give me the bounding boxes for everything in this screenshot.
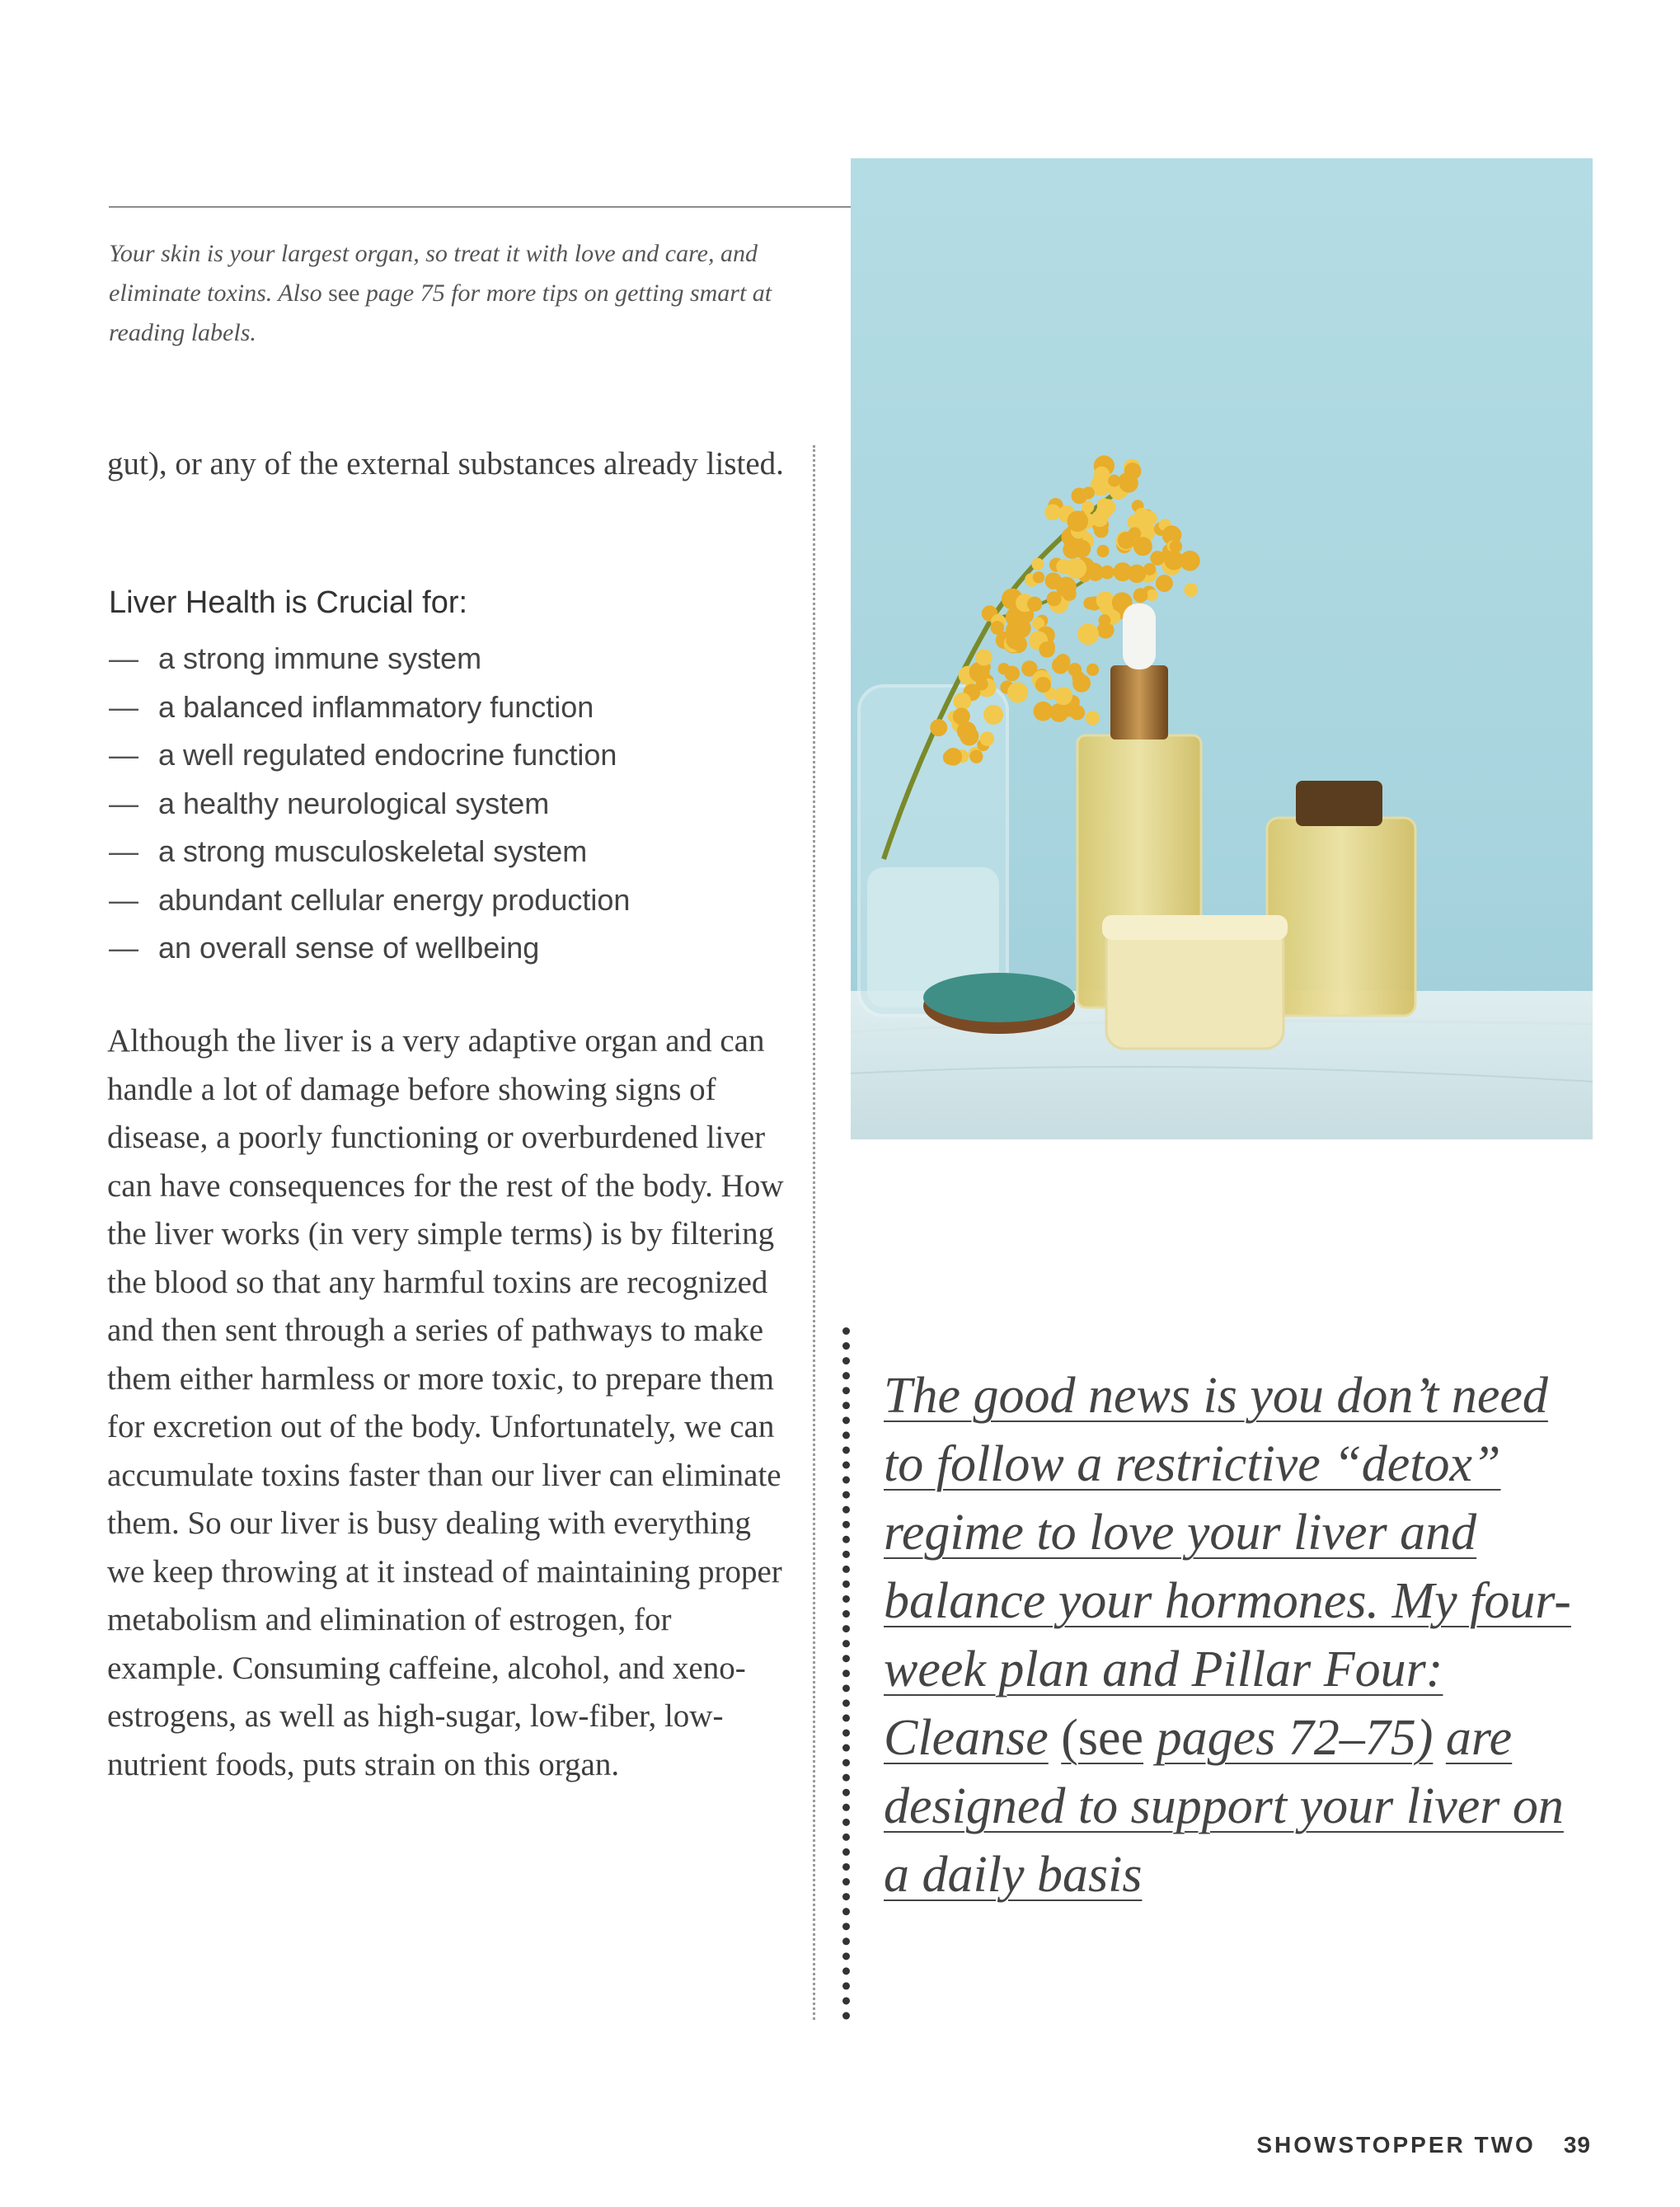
dash-icon: —: [109, 882, 138, 917]
list-item: [109, 635, 630, 683]
list-item: [109, 828, 630, 876]
mimosa-blossom: [1096, 591, 1115, 609]
caption-see: see: [328, 279, 360, 307]
product-photo: [851, 158, 1593, 1139]
list-item: [109, 876, 630, 925]
mimosa-blossom: [1184, 583, 1198, 597]
pullquote-text-2: are designed to support your liver on a daily basis: [884, 1710, 1564, 1903]
list-item-text: a strong immune system: [158, 641, 482, 675]
pullquote-text-1: The good news is you don’t need to follow a restrictive “detox” regime to love your liver and balance your hormones. My four-week plan and Pillar Four: Cleanse: [884, 1368, 1571, 1766]
mimosa-blossom: [1108, 475, 1120, 487]
list-item-text: abundant cellular energy production: [158, 882, 631, 917]
mimosa-blossom: [1164, 551, 1184, 571]
mimosa-blossom: [954, 693, 971, 710]
mimosa-blossom: [1097, 498, 1111, 512]
mimosa-blossom: [1086, 711, 1100, 725]
mimosa-blossom: [1094, 467, 1110, 482]
mimosa-blossom: [1156, 575, 1173, 592]
mimosa-blossom: [1077, 623, 1099, 645]
dash-icon: —: [109, 931, 138, 965]
dash-icon: —: [109, 689, 138, 724]
mimosa-blossom: [1086, 664, 1099, 676]
mimosa-blossom: [1031, 558, 1044, 571]
mimosa-blossom: [944, 748, 962, 766]
mimosa-blossom: [1150, 551, 1165, 566]
pull-quote: [884, 1362, 1593, 1909]
mimosa-blossom: [1044, 504, 1061, 520]
list-item: [109, 731, 630, 780]
mimosa-blossom: [1083, 597, 1096, 609]
list-item-text: a well regulated endocrine function: [158, 738, 617, 772]
mimosa-blossom: [1068, 510, 1089, 532]
page-footer: [1256, 2132, 1591, 2158]
dash-icon: —: [109, 738, 138, 772]
mimosa-blossom: [1039, 641, 1055, 658]
mimosa-blossom: [1034, 702, 1054, 721]
mimosa-blossom: [1035, 677, 1051, 693]
dash-icon: —: [109, 834, 138, 868]
mimosa-blossom: [1133, 588, 1148, 603]
mimosa-blossom: [1055, 654, 1070, 669]
dash-icon: —: [109, 786, 138, 820]
mimosa-blossom: [1004, 666, 1020, 682]
list-item: [109, 780, 630, 829]
mimosa-blossom: [930, 719, 947, 736]
page-number: 39: [1563, 2132, 1591, 2158]
mimosa-blossom: [1147, 589, 1158, 601]
top-rule: [109, 206, 851, 208]
list-item: [109, 683, 630, 732]
mimosa-blossom: [1119, 474, 1138, 493]
mimosa-blossom: [1133, 537, 1152, 556]
liver-benefits-list: [109, 635, 630, 973]
mimosa-blossom: [976, 678, 988, 690]
caption-text-1: Your skin is your largest organ, so treat it with love and care, and eliminate toxins. Also: [109, 240, 758, 307]
mimosa-blossom: [1098, 614, 1110, 627]
column-divider: [813, 445, 815, 2020]
mimosa-blossom: [1166, 528, 1181, 542]
mimosa-blossom: [1007, 682, 1028, 702]
pullquote-pages: pages 72–75): [1156, 1710, 1434, 1766]
paragraph-2: Although the liver is a very adaptive organ and can handle a lot of damage before showing signs of disease, a poorly functioning or overburdened liver can have consequences for the rest of the body. How the liver works (in very simple terms) is by filtering the blood so that any harmful toxins are recognized and then sent through a series of pathways to make them either harmless or more toxic, to prepare them for excretion out of the body. Unfortunately, we can accumulate toxins faster than our liver can eliminate them. So our liver is busy dealing with everything we keep throwing at it instead of maintaining proper metabolism and elimination of estrogen, for example. Consuming caffeine, alcohol, and xeno-estrogens, as well as high-sugar, low-fiber, low-nutrient foods, puts strain on this organ.: [107, 1023, 784, 1782]
mimosa-blossom: [980, 731, 995, 746]
mimosa-blossom: [1033, 571, 1044, 583]
caption-text-2: page 75 for more tips on getting smart at reading labels.: [109, 279, 772, 346]
dash-icon: —: [109, 641, 138, 675]
mimosa-blossom: [1056, 576, 1077, 597]
pullquote-dotted-bar: [842, 1327, 850, 2020]
list-heading: Liver Health is Crucial for:: [109, 585, 468, 620]
pullquote-see: (see: [1061, 1710, 1144, 1766]
paragraph-1: gut), or any of the external substances already listed.: [107, 446, 784, 481]
image-caption: [109, 234, 801, 353]
mimosa-blossom: [1011, 638, 1024, 650]
mimosa-blossom: [1100, 566, 1115, 580]
mimosa-blossom: [983, 705, 1003, 725]
list-item: [109, 924, 630, 973]
mimosa-blossom: [1056, 559, 1072, 575]
mimosa-blossom: [1027, 597, 1042, 612]
section-title: SHOWSTOPPER TWO: [1256, 2132, 1536, 2158]
mimosa-blossom: [1054, 687, 1072, 705]
mimosa-blossom: [1143, 511, 1157, 526]
mimosa-blossom: [975, 649, 992, 665]
list-item-text: a healthy neurological system: [158, 786, 550, 820]
list-item-text: an overall sense of wellbeing: [158, 931, 540, 965]
mimosa-blossom: [957, 721, 977, 741]
mimosa-blossom: [1082, 486, 1095, 499]
mimosa-blossom: [1096, 545, 1109, 557]
list-item-text: a strong musculoskeletal system: [158, 834, 588, 868]
mimosa-blossom: [969, 750, 983, 763]
mimosa-blossom: [1068, 663, 1082, 676]
mimosa-blossom: [1128, 565, 1146, 583]
list-item-text: a balanced inflammatory function: [158, 689, 594, 724]
